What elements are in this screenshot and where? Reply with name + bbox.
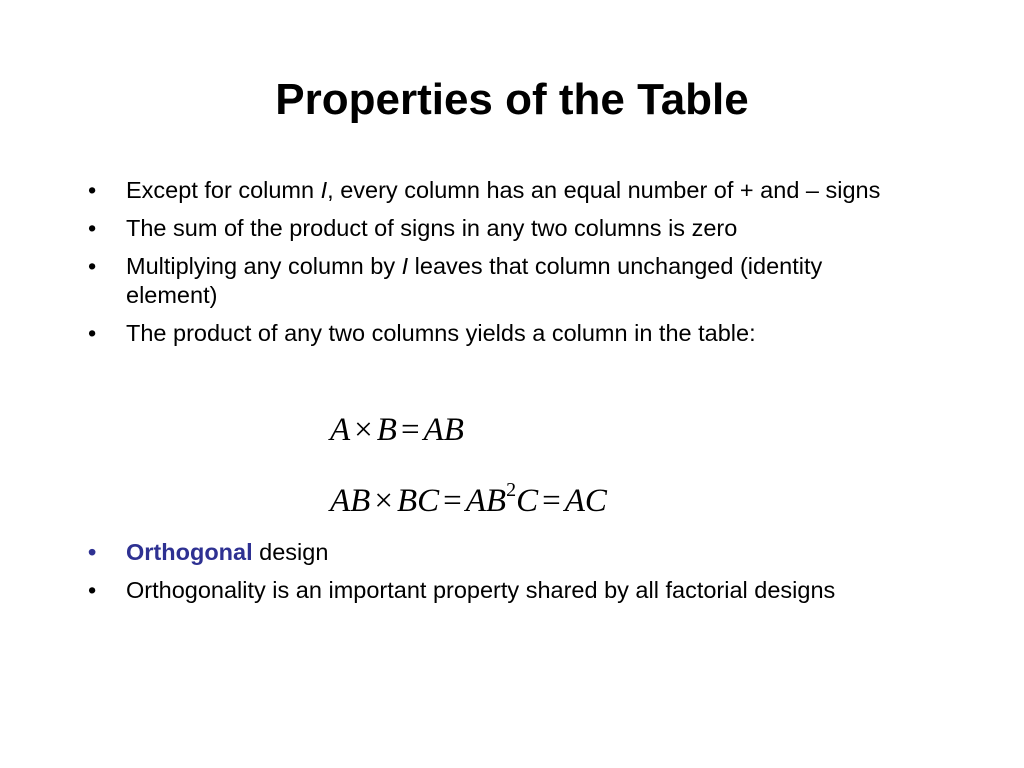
equation-a-times-b [330,410,464,450]
bullet-icon: • [88,577,97,603]
bullet-item-sum-of-products [88,214,908,243]
times-sign: × [354,412,373,448]
equals-sign: = [400,412,420,448]
bullet-list-top [88,176,908,357]
bullet-item-column-signs [88,176,908,205]
bullet-text-post: , every column has an equal number of + and – signs [327,177,881,203]
eq2-mid-exponent: 2 [506,479,517,501]
times-sign: × [374,483,393,519]
bullet-icon: • [88,215,97,241]
bullet-text: The sum of the product of signs in any two columns is zero [126,215,738,241]
bullet-item-orthogonality [88,576,908,605]
slide-title: Properties of the Table [275,75,749,124]
eq2-mid-base: AB [465,483,507,519]
eq1-lhs-b: B [376,412,397,448]
bullet-text-post: leaves that column unchanged (identity element) [126,253,823,308]
eq1-lhs-a: A [330,412,351,448]
bullet-text: Orthogonality is an important property shared by all factorial designs [126,577,836,603]
equals-sign: = [542,483,561,519]
bullet-text-italic: I [401,253,409,279]
bullet-list-bottom [88,538,908,614]
eq1-rhs: AB [423,412,464,448]
bullet-text-post: design [252,539,329,565]
eq2-rhs: AC [564,483,607,519]
bullet-icon: • [88,539,97,565]
bullet-item-orthogonal-design [88,538,908,567]
bullet-text-italic: I [320,177,328,203]
eq2-lhs-b: BC [396,483,440,519]
bullet-item-product-of-columns [88,319,908,348]
eq2-mid-tail: C [516,483,539,519]
eq2-lhs-a: AB [330,483,371,519]
bullet-icon: • [88,253,97,279]
bullet-icon: • [88,320,97,346]
equation-ab-times-bc [330,470,607,521]
bullet-text-pre: Except for column [126,177,321,203]
bullet-icon: • [88,177,97,203]
bullet-text-accent: Orthogonal [126,539,253,565]
bullet-text: The product of any two columns yields a column in the table: [126,320,756,346]
bullet-text-pre: Multiplying any column by [126,253,402,279]
equals-sign: = [443,483,462,519]
bullet-item-identity-element [88,252,908,310]
